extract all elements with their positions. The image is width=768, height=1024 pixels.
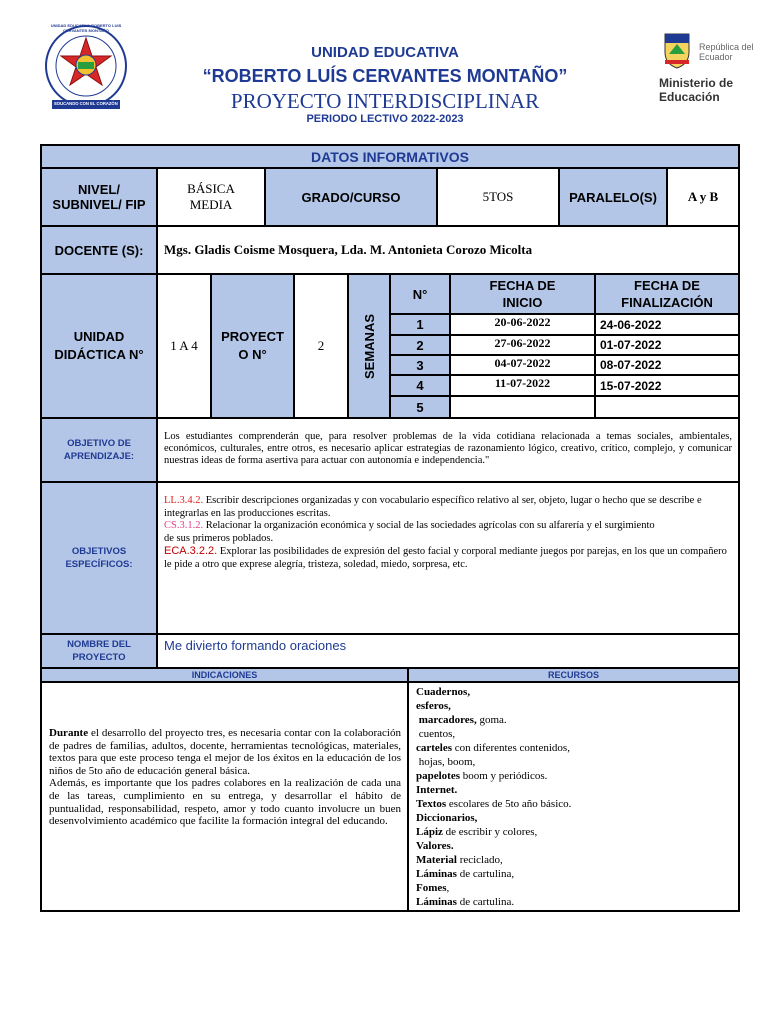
recurso-item: Material reciclado, bbox=[416, 854, 503, 866]
unidad-label: UNIDAD DIDÁCTICA N° bbox=[41, 274, 157, 418]
objetivo-label: OBJETIVO DE APRENDIZAJE: bbox=[41, 418, 157, 482]
unidad-value: 1 A 4 bbox=[157, 274, 211, 418]
recurso-item: cuentos, bbox=[416, 728, 456, 740]
logo-ring-text: UNIDAD EDUCATIVA ROBERTO LUIS CERVANTES MONTAÑO bbox=[50, 23, 122, 33]
inicio-header: FECHA DE INICIO bbox=[450, 274, 595, 314]
paralelo-value: A y B bbox=[667, 168, 739, 226]
indicaciones-p1-text: el desarrollo del proyecto tres, es necesaria contar con la colaboración de padres de familias, adultos, docente, herramientas tecnológicas, materiales, textos para que este proceso tenga el mejor de los éxitos en la educación de los niños de 5to año de educación general básica. bbox=[49, 727, 401, 777]
indicaciones-p1-bold: Durante bbox=[49, 727, 89, 739]
recurso-item: marcadores, goma. bbox=[416, 714, 507, 726]
n-header: N° bbox=[390, 274, 450, 314]
week-fin: 08-07-2022 bbox=[595, 355, 739, 375]
indicaciones-box bbox=[41, 682, 408, 911]
especifico-item bbox=[164, 495, 734, 520]
week-inicio bbox=[450, 396, 595, 418]
logo-motto: EDUCANDO CON EL CORAZÓN bbox=[54, 101, 118, 106]
indicaciones-p1 bbox=[49, 727, 401, 777]
week-n: 2 bbox=[390, 335, 450, 355]
recurso-item: Láminas de cartulina. bbox=[416, 896, 515, 908]
recurso-item: Valores. bbox=[416, 840, 454, 852]
ecuador-shield-icon bbox=[657, 30, 697, 70]
nombre-label: NOMBRE DEL PROYECTO bbox=[41, 634, 157, 668]
especifico-text: Escribir descripciones organizadas y con vocabulario específico relativo al ser, objeto, lugar o hecho que se describe e integrarlas en las producciones escritas. bbox=[164, 495, 702, 519]
week-inicio: 27-06-2022 bbox=[450, 335, 595, 355]
recursos-box bbox=[408, 682, 739, 911]
especifico-code: LL.3.4.2. bbox=[164, 495, 204, 506]
week-n: 4 bbox=[390, 375, 450, 396]
recurso-item: Cuadernos, bbox=[416, 686, 471, 698]
especifico-text: Relacionar la organización económica y social de las sociedades agrícolas con su alfarería y el surgimiento de sus primeros poblados. bbox=[164, 520, 655, 544]
nivel-value: BÁSICA MEDIA bbox=[157, 168, 265, 226]
indicaciones-header: INDICACIONES bbox=[41, 668, 408, 682]
week-inicio: 20-06-2022 bbox=[450, 314, 595, 335]
week-n: 3 bbox=[390, 355, 450, 375]
nombre-value: Me divierto formando oraciones bbox=[157, 634, 739, 668]
recurso-item: hojas, boom, bbox=[416, 756, 476, 768]
especifico-code: CS.3.1.2. bbox=[164, 520, 204, 531]
recurso-item: carteles con diferentes contenidos, bbox=[416, 742, 570, 754]
paralelo-label: PARALELO(S) bbox=[559, 168, 667, 226]
week-n: 1 bbox=[390, 314, 450, 335]
recurso-item: Diccionarios, bbox=[416, 812, 478, 824]
especifico-text: Explorar las posibilidades de expresión del gesto facial y corporal mediante juegos por parejas, en los que un compañero le pide a otro que exprese alegría, tristeza, soledad, miedo, sorpresa, etc. bbox=[164, 546, 727, 570]
docente-value: Mgs. Gladis Coisme Mosquera, Lda. M. Antonieta Corozo Micolta bbox=[157, 226, 739, 274]
ministry-republic: República del Ecuador bbox=[699, 42, 754, 62]
fin-header: FECHA DE FINALIZACIÓN bbox=[595, 274, 739, 314]
recurso-item: Fomes, bbox=[416, 882, 450, 894]
proyecto-label: PROYECTO N° bbox=[211, 274, 294, 418]
week-inicio: 04-07-2022 bbox=[450, 355, 595, 375]
grado-value: 5TOS bbox=[437, 168, 559, 226]
week-fin: 15-07-2022 bbox=[595, 375, 739, 396]
week-fin bbox=[595, 396, 739, 418]
grado-label: GRADO/CURSO bbox=[265, 168, 437, 226]
especifico-item bbox=[164, 520, 734, 545]
especifico-code: ECA.3.2.2. bbox=[164, 545, 218, 557]
semanas-label: SEMANAS bbox=[361, 313, 377, 379]
week-fin: 24-06-2022 bbox=[595, 314, 739, 335]
recurso-item: Lápiz de escribir y colores, bbox=[416, 826, 538, 838]
week-fin: 01-07-2022 bbox=[595, 335, 739, 355]
objetivo-text: Los estudiantes comprenderán que, para resolver problemas de la vida cotidiana relacionada a temas sociales, ambientales, económicos, culturales, entre otros, es necesario aplicar estrategias de razonamiento lógico, creativo, crítico, complejo, y comunicar nuestras ideas de forma asertiva para actuar con autonomía e independencia." bbox=[157, 418, 739, 482]
recurso-item: papelotes boom y periódicos. bbox=[416, 770, 548, 782]
ministry-name: Ministerio de Educación bbox=[659, 76, 734, 104]
week-inicio: 11-07-2022 bbox=[450, 375, 595, 396]
docente-label: DOCENTE (S): bbox=[41, 226, 157, 274]
project-title: PROYECTO INTERDISCIPLINAR bbox=[230, 89, 540, 113]
proyecto-value: 2 bbox=[294, 274, 348, 418]
recursos-header: RECURSOS bbox=[408, 668, 739, 682]
ministry-logo bbox=[655, 30, 755, 105]
indicaciones-p2: Además, es importante que los padres colabores en la realización de cada una de las tareas, cumplimiento en su entrega, y desarrollar el hábito de puntualidad, responsabilidad, respeto, amor y todo cuanto involucre un buen desenvolvimiento académico que facilite la formación integral del educando. bbox=[49, 777, 401, 828]
recurso-item: Textos escolares de 5to año básico. bbox=[416, 798, 572, 810]
nivel-label: NIVEL/ SUBNIVEL/ FIP bbox=[41, 168, 157, 226]
semanas-cell bbox=[348, 274, 390, 418]
recurso-item: esferos, bbox=[416, 700, 451, 712]
especificos-box bbox=[157, 482, 739, 634]
especifico-item bbox=[164, 545, 734, 571]
school-name: “ROBERTO LUÍS CERVANTES MONTAÑO” bbox=[202, 66, 568, 86]
recurso-item: Internet. bbox=[416, 784, 458, 796]
datos-title: DATOS INFORMATIVOS bbox=[41, 145, 739, 168]
school-logo bbox=[34, 22, 138, 112]
institution-label: UNIDAD EDUCATIVA bbox=[311, 44, 459, 61]
especificos-label: OBJETIVOS ESPECÍFICOS: bbox=[41, 482, 157, 634]
period-label: PERIODO LECTIVO 2022-2023 bbox=[306, 113, 464, 125]
week-n: 5 bbox=[390, 396, 450, 418]
recurso-item: Láminas de cartulina, bbox=[416, 868, 515, 880]
